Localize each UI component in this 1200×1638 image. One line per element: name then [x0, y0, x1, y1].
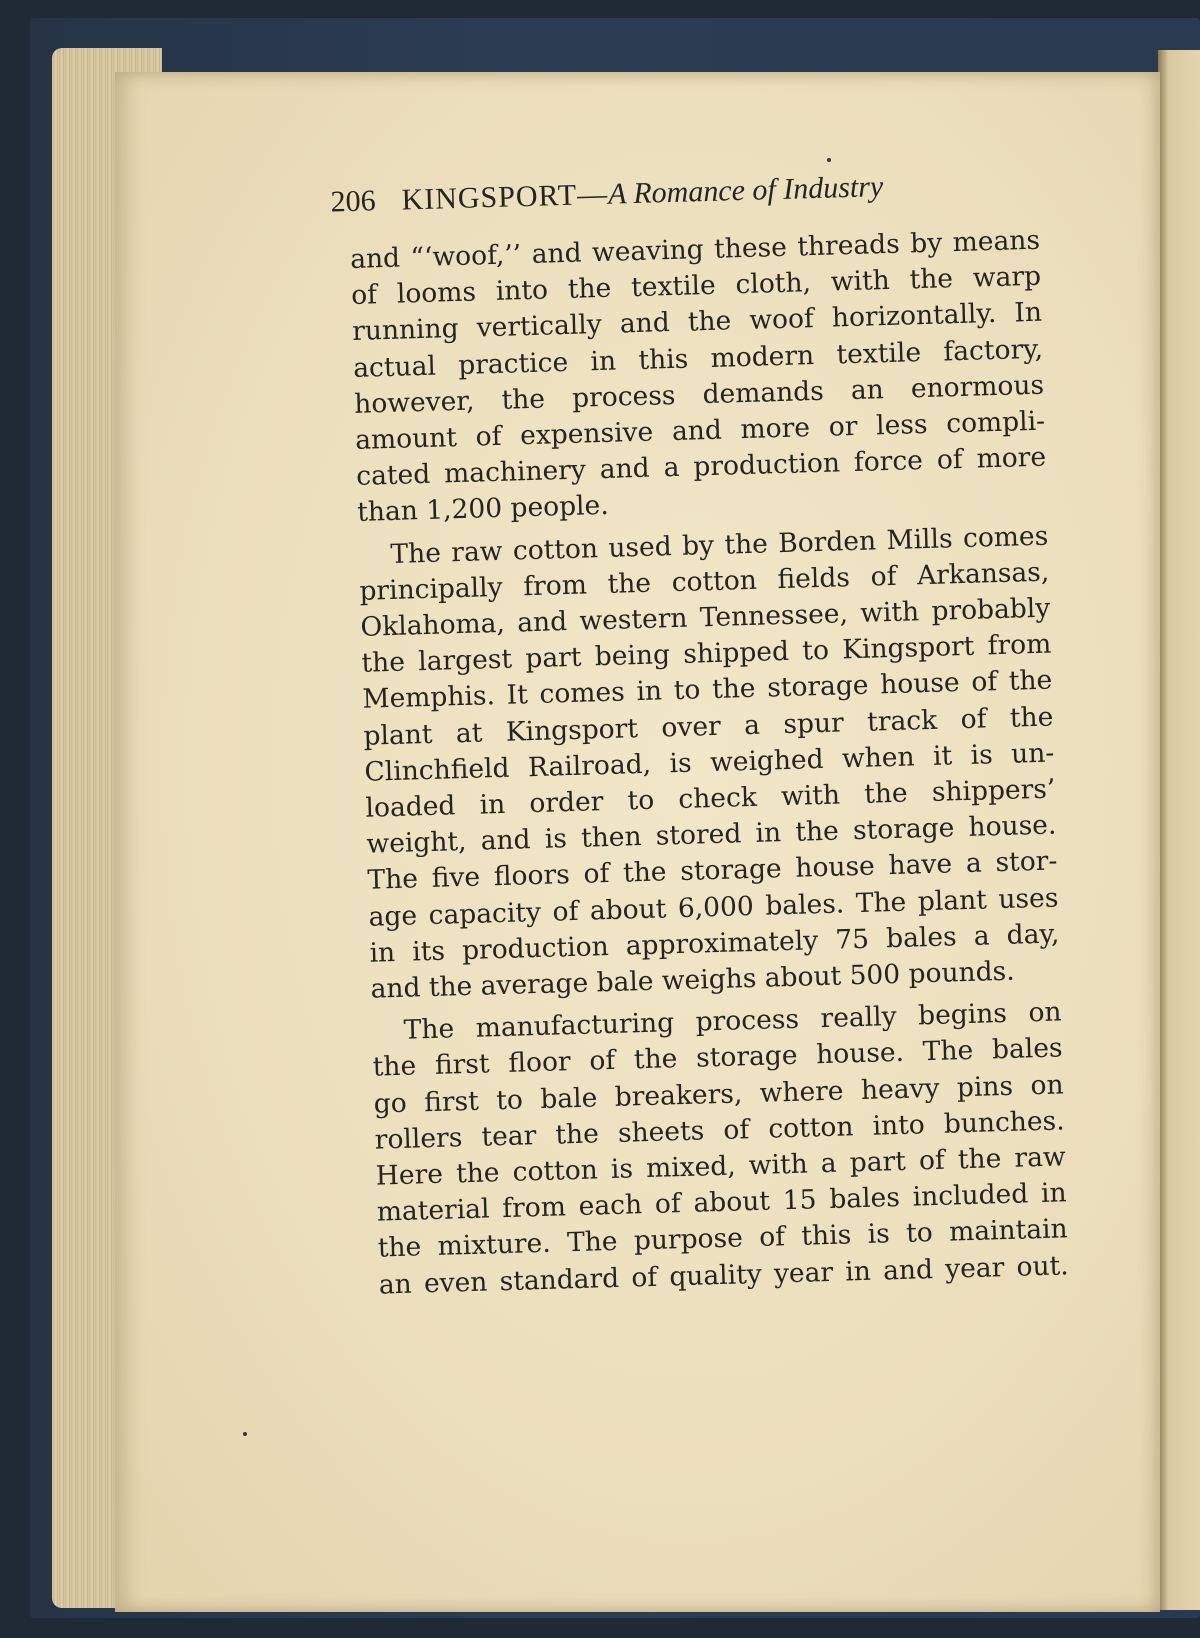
ink-speck: [243, 1432, 247, 1436]
text-line: the first floor of the storage house. The bales: [372, 1032, 1063, 1084]
paragraph-2: [358, 518, 1061, 1008]
text-line: cated machinery and a production force of more: [355, 441, 1047, 493]
paragraph-3: [371, 995, 1069, 1304]
text-line: go first to bale breakers, where heavy pins on: [373, 1069, 1064, 1120]
text-line: the largest part being shipped to Kingsport from: [361, 628, 1052, 680]
text-line: than 1,200 people.: [356, 490, 610, 529]
text-line: of looms into the textile cloth, with the warp: [350, 260, 1042, 312]
text-line: principally from the cotton fields of Arkansas,: [359, 556, 1050, 607]
running-subtitle: A Romance of Industry: [607, 170, 884, 211]
text-line: loaded in order to check with the shippers’: [365, 773, 1056, 824]
text-line: The raw cotton used by the Borden Mills comes: [390, 520, 1049, 570]
text-line: running vertically and the woof horizontally. In: [351, 297, 1043, 348]
text-line: an even standard of quality year in and year out.: [378, 1249, 1070, 1301]
text-line: and “‘woof,’’ and weaving these threads by means: [349, 224, 1041, 275]
ink-speck: [827, 158, 831, 162]
text-line: material from each of about 15 bales included in: [376, 1177, 1068, 1228]
page-number: 206: [330, 184, 377, 219]
text-line: however, the process demands an enormous: [353, 369, 1045, 420]
text-line: Oklahoma, and western Tennessee, with probably: [360, 592, 1051, 643]
text-line: amount of expensive and more or less compli-: [354, 405, 1046, 456]
text-line: the mixture. The purpose of this is to maintain: [377, 1213, 1069, 1265]
text-line: age capacity of about 6,000 bales. The plant uses: [368, 882, 1059, 933]
running-title: KINGSPORT—: [401, 177, 609, 217]
text-line: The five floors of the storage house have a stor-: [367, 845, 1058, 897]
text-line: Memphis. It comes in to the storage house of the: [362, 664, 1053, 716]
text-line: rollers tear the sheets of cotton into bunches.: [374, 1105, 1065, 1156]
text-line: plant at Kingsport over a spur track of the: [363, 701, 1054, 752]
text-line: in its production approximately 75 bales a day,: [369, 918, 1060, 969]
facing-page-edge: [1158, 50, 1200, 1610]
text-line: weight, and is then stored in the storage house.: [366, 809, 1057, 860]
text-line: Clinchfield Railroad, is weighed when it is un-: [364, 737, 1055, 788]
text-line: actual practice in this modern textile factory,: [352, 333, 1044, 384]
page-text: [330, 161, 1070, 1310]
text-line: Here the cotton is mixed, with a part of the raw: [375, 1141, 1066, 1192]
paragraph-1: [350, 223, 1048, 532]
text-line: The manufacturing process really begins on: [403, 996, 1062, 1047]
text-line: and the average bale weighs about 500 pounds.: [370, 955, 1016, 1005]
